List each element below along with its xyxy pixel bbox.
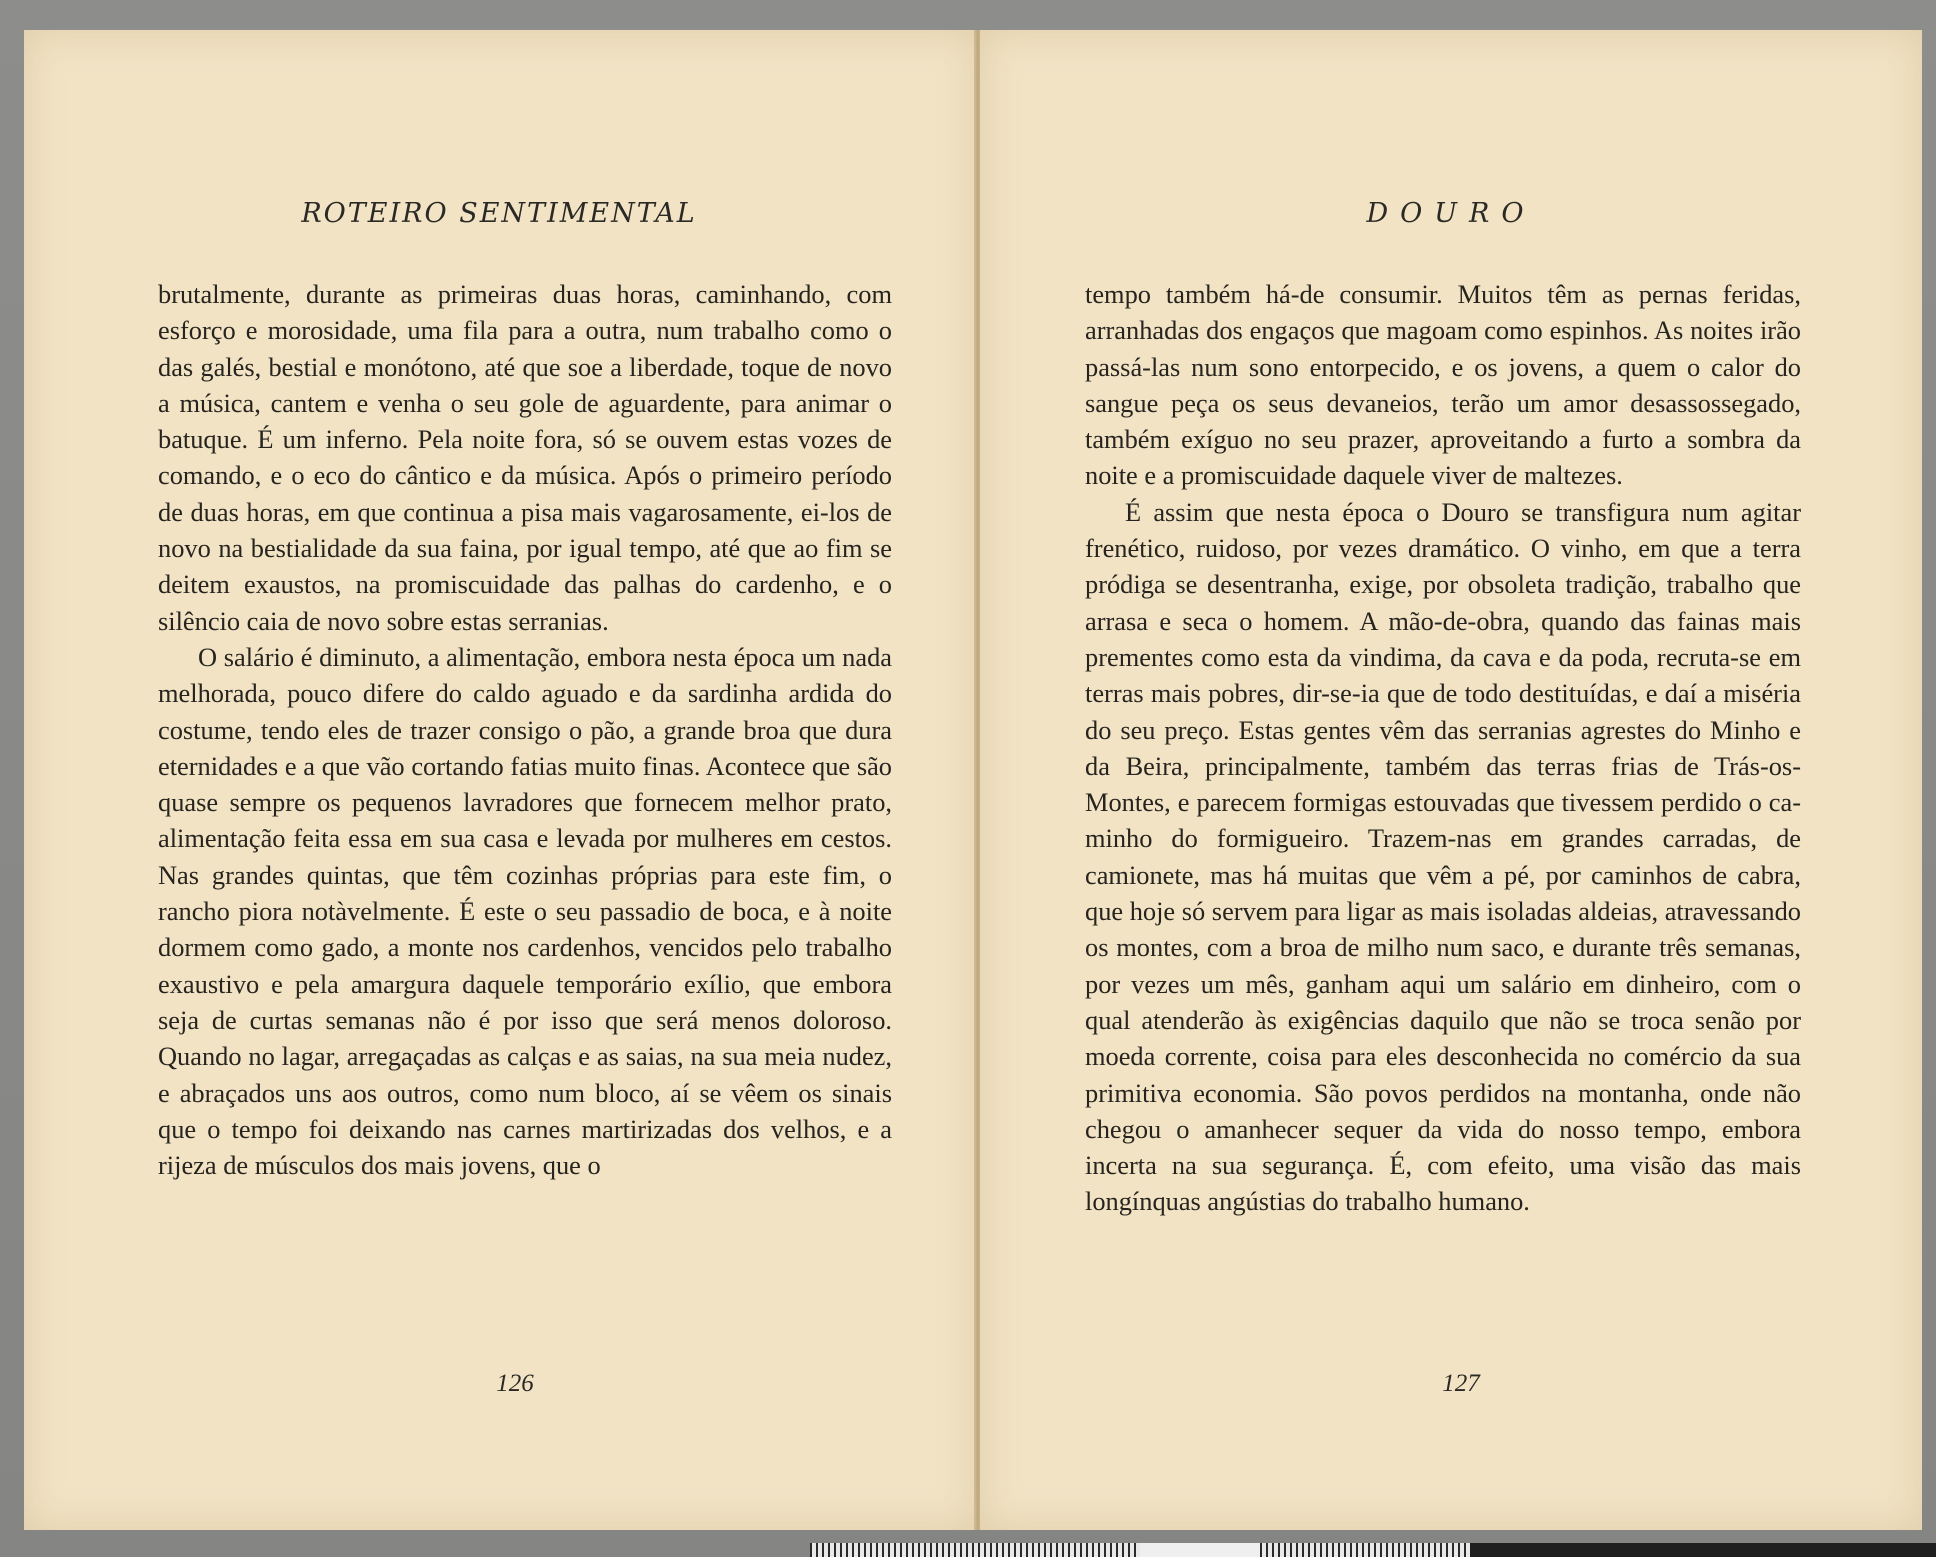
scan-scale-bar: [810, 1543, 1936, 1557]
right-running-head: DOURO: [1366, 198, 1536, 229]
left-page: [24, 30, 980, 1530]
right-page: [980, 30, 1922, 1530]
left-page-number: 126: [496, 1370, 534, 1397]
scale-bar-light-segment: [1140, 1543, 1260, 1557]
right-page-number: 127: [1442, 1370, 1480, 1397]
right-text-block: [1085, 276, 1801, 1220]
left-text-block: [158, 276, 892, 1183]
right-paragraph-1: tempo também há-de consumir. Muitos têm as pernas feridas, arranhadas dos engaços que magoam como espinhos. As noites irão passá-las num sono entorpecido, e os jovens, a quem o calor do sangue peça os seus devaneios, terão um amor desassossegado, também exíguo no seu prazer, aproveitando a furto a sombra da noite e a promiscuidade daquele viver de maltezes.: [1085, 279, 1801, 491]
scale-bar-dark-segment: [1470, 1543, 1936, 1557]
left-running-head: ROTEIRO SENTIMENTAL: [301, 198, 697, 229]
right-paragraph-2: É assim que nesta época o Douro se transfigura num agitar frenético, ruidoso, por vezes dramático. O vinho, em que a terra pródiga se desentranha, exige, por obsoleta tradição, trabalho que arrasa e seca o homem. A mão-de-obra, quando das fainas mais prementes como esta da vindima, da cava e da poda, recruta-se em terras mais pobres, dir-se-ia que de todo destituídas, e daí a miséria do seu preço. Estas gentes vêm das serranias agrestes do Minho e da Beira, principalmente, também das terras frias de Trás-os-Montes, e parecem formigas estouvadas que tivessem perdido o caminho do formigueiro. Trazem-nas em grandes carradas, de camionete, mas há muitas que vêm a pé, por caminhos de cabra, que hoje só servem para ligar as mais isoladas aldeias, atravessando os montes, com a broa de milho num saco, e durante três semanas, por vezes um mês, ganham aqui um salário em dinheiro, com o qual atenderão às exigências daquilo que não se troca senão por moeda corrente, coisa para eles desconhecida no comércio da sua primitiva economia. São povos perdidos na montanha, onde não chegou o amanhecer sequer da vida do nosso tempo, embora incerta na sua segurança. É, com efeito, uma visão das mais longínquas angústias do trabalho humano.: [1085, 496, 1801, 1217]
left-paragraph-2: O salário é diminuto, a alimentação, embora nesta época um nada melhorada, pouco difere do caldo aguado e da sardinha ardida do costume, tendo eles de trazer consigo o pão, a grande broa que dura eternidades e a que vão cortando fatias muito finas. Acontece que são quase sempre os pequenos lavradores que fornecem melhor prato, alimentação feita essa em sua casa e levada por mulheres em cestos. Nas grandes quintas, que têm cozinhas próprias para este fim, o rancho piora notàvelmente. É este o seu passadio de boca, e à noite dormem como gado, a monte nos cardenhos, vencidos pelo trabalho exaustivo e pela amargura daquele temporário exílio, que embora seja de curtas semanas não é por isso que será menos doloroso. Quando no lagar, arregaçadas as calças e as saias, na sua meia nudez, e abraçados uns aos outros, como num bloco, aí se vêem os sinais que o tempo foi deixando nas carnes martirizadas dos velhos, e a rijeza de músculos dos mais jovens, que o: [158, 641, 892, 1181]
left-paragraph-1: brutalmente, durante as primeiras duas horas, caminhando, com esforço e morosidade, uma fila para a outra, num trabalho como o das galés, bestial e monótono, até que soe a liberdade, toque de novo a música, cantem e venha o seu gole de aguardente, para animar o batuque. É um inferno. Pela noite fora, só se ouvem estas vozes de comando, e o eco do cântico e da música. Após o primeiro período de duas horas, em que continua a pisa mais vagarosamente, ei-los de novo na bestialidade da sua faina, por igual tempo, até que ao fim se deitem exaustos, na promiscuidade das palhas do cardenho, e o silêncio caia de novo sobre estas serranias.: [158, 279, 892, 636]
